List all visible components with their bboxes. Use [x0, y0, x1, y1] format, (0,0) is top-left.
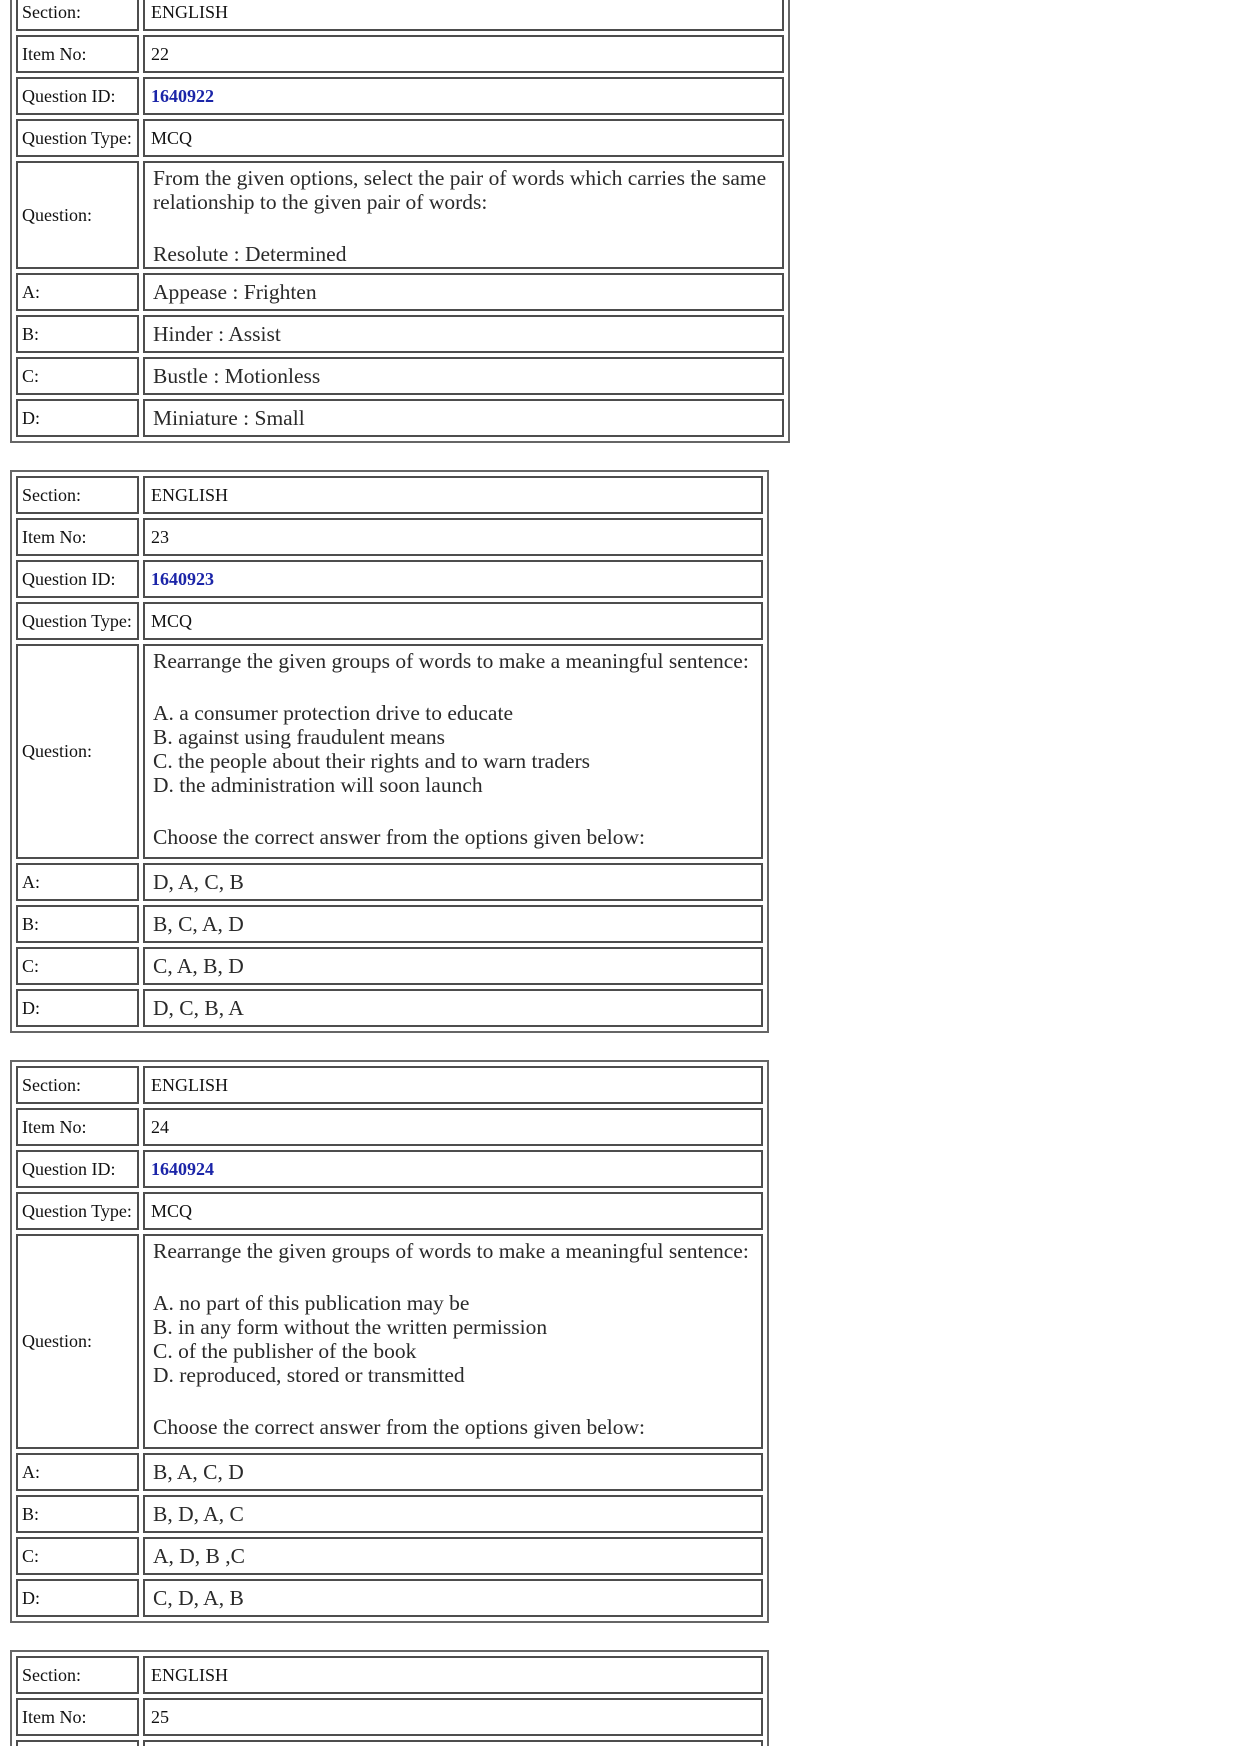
cut-off-table-wrapper [0, 1650, 1240, 1746]
section-value: ENGLISH [143, 1066, 763, 1104]
option-d-text: D, C, B, A [143, 989, 763, 1027]
option-d-text: Miniature : Small [143, 399, 784, 437]
section-value: ENGLISH [143, 1656, 763, 1694]
option-row-a [16, 1453, 763, 1491]
question-instruction: Choose the correct answer from the options given below: [153, 825, 645, 849]
section-row [16, 1656, 763, 1694]
item-no-label: Item No: [16, 1698, 139, 1736]
option-row-b [16, 1495, 763, 1533]
option-row-c [16, 357, 784, 395]
item-no-row [16, 1698, 763, 1736]
partial-value-cell [143, 1740, 763, 1746]
section-value: ENGLISH [143, 0, 784, 31]
question-id-row [16, 1150, 763, 1188]
question-row [16, 161, 784, 269]
question-text [143, 1234, 763, 1449]
item-no-row [16, 35, 784, 73]
question-type-label: Question Type: [16, 1192, 139, 1230]
question-row [16, 1234, 763, 1449]
option-d-label: D: [16, 1579, 139, 1617]
option-b-text: Hinder : Assist [143, 315, 784, 353]
option-row-b [16, 315, 784, 353]
option-row-d [16, 399, 784, 437]
section-value: ENGLISH [143, 476, 763, 514]
option-a-text: Appease : Frighten [143, 273, 784, 311]
section-label: Section: [16, 476, 139, 514]
section-row [16, 0, 784, 31]
item-no-row [16, 1108, 763, 1146]
question-type-value: MCQ [143, 602, 763, 640]
question-id-label: Question ID: [16, 560, 139, 598]
question-id-value: 1640923 [143, 560, 763, 598]
item-no-label: Item No: [16, 1108, 139, 1146]
option-c-text: Bustle : Motionless [143, 357, 784, 395]
question-id-label: Question ID: [16, 77, 139, 115]
partial-label-cell [16, 1740, 139, 1746]
question-label: Question: [16, 161, 139, 269]
question-word-groups: A. a consumer protection drive to educate B. against using fraudulent means C. the people about their rights and to warn traders D. the administration will soon launch [153, 701, 591, 797]
section-label: Section: [16, 0, 139, 31]
option-a-label: A: [16, 863, 139, 901]
question-type-value: MCQ [143, 1192, 763, 1230]
question-table [10, 0, 790, 443]
item-no-value: 23 [143, 518, 763, 556]
item-no-label: Item No: [16, 518, 139, 556]
question-type-row [16, 1192, 763, 1230]
section-row [16, 476, 763, 514]
option-c-text: A, D, B ,C [143, 1537, 763, 1575]
option-a-label: A: [16, 1453, 139, 1491]
question-paragraph: Rearrange the given groups of words to make a meaningful sentence: [153, 1239, 749, 1263]
option-a-text: B, A, C, D [143, 1453, 763, 1491]
option-b-label: B: [16, 1495, 139, 1533]
option-a-label: A: [16, 273, 139, 311]
question-row [16, 644, 763, 859]
question-id-value: 1640924 [143, 1150, 763, 1188]
option-row-b [16, 905, 763, 943]
question-id-value: 1640922 [143, 77, 784, 115]
question-paragraph: Rearrange the given groups of words to make a meaningful sentence: [153, 649, 749, 673]
option-b-text: B, C, A, D [143, 905, 763, 943]
question-table [10, 470, 769, 1033]
option-row-d [16, 989, 763, 1027]
option-c-label: C: [16, 1537, 139, 1575]
option-row-a [16, 273, 784, 311]
option-row-d [16, 1579, 763, 1617]
item-no-row [16, 518, 763, 556]
item-no-value: 24 [143, 1108, 763, 1146]
question-type-value: MCQ [143, 119, 784, 157]
item-no-value: 25 [143, 1698, 763, 1736]
question-paragraph: Resolute : Determined [153, 242, 347, 266]
question-table [10, 1650, 769, 1746]
option-b-label: B: [16, 905, 139, 943]
section-label: Section: [16, 1656, 139, 1694]
question-label: Question: [16, 644, 139, 859]
option-row-a [16, 863, 763, 901]
section-label: Section: [16, 1066, 139, 1104]
option-row-c [16, 1537, 763, 1575]
question-id-row [16, 560, 763, 598]
question-type-row [16, 119, 784, 157]
option-d-label: D: [16, 989, 139, 1027]
option-row-c [16, 947, 763, 985]
question-paragraph: From the given options, select the pair of words which carries the same relationship to the given pair of words: [153, 166, 767, 214]
question-word-groups: A. no part of this publication may be B. in any form without the written permission C. of the publisher of the book D. reproduced, stored or transmitted [153, 1291, 548, 1387]
question-id-label: Question ID: [16, 1150, 139, 1188]
question-type-label: Question Type: [16, 119, 139, 157]
question-instruction: Choose the correct answer from the options given below: [153, 1415, 645, 1439]
question-label: Question: [16, 1234, 139, 1449]
option-c-text: C, A, B, D [143, 947, 763, 985]
question-text [143, 644, 763, 859]
question-text [143, 161, 784, 269]
option-d-text: C, D, A, B [143, 1579, 763, 1617]
option-c-label: C: [16, 947, 139, 985]
option-b-text: B, D, A, C [143, 1495, 763, 1533]
section-row [16, 1066, 763, 1104]
question-type-row [16, 602, 763, 640]
question-table [10, 1060, 769, 1623]
option-c-label: C: [16, 357, 139, 395]
option-b-label: B: [16, 315, 139, 353]
question-type-label: Question Type: [16, 602, 139, 640]
question-id-row [16, 77, 784, 115]
item-no-label: Item No: [16, 35, 139, 73]
option-a-text: D, A, C, B [143, 863, 763, 901]
option-d-label: D: [16, 399, 139, 437]
item-no-value: 22 [143, 35, 784, 73]
partial-row [16, 1740, 763, 1746]
